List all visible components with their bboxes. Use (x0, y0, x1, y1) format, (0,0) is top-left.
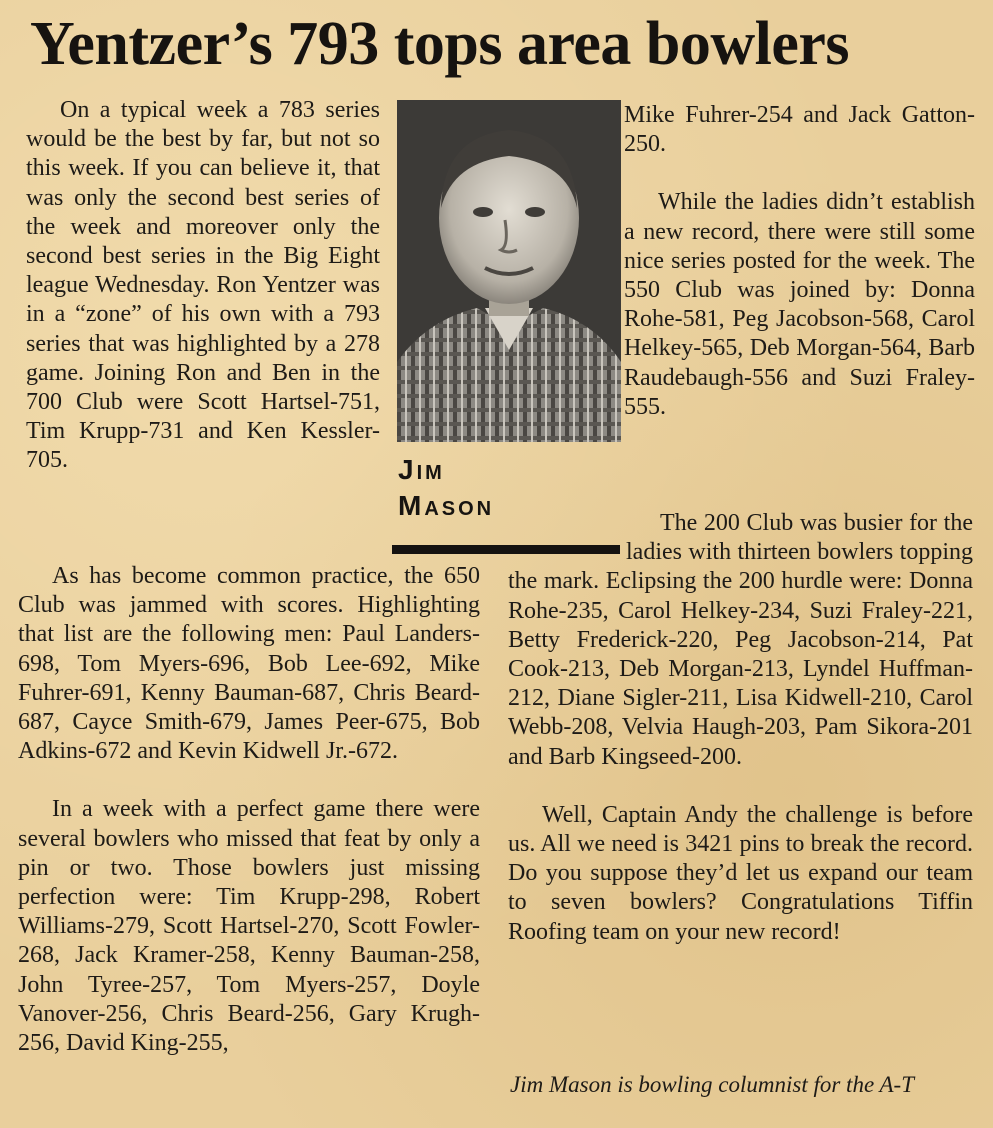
byline-first-name: Jim (398, 454, 445, 485)
paragraph-200-club: The 200 Club was busier for the ladies with thirteen bowlers topping the mark. Eclipsing the 200 hurdle were: Donna Rohe-235, Carol Helkey-234, Suzi Fraley-221, Betty Frederick-220, Peg Jacobson-214, Pat Cook-213, Deb Morgan-213, Lyndel Huffman-212, Diane Sigler-211, Lisa Kidwell-210, Carol Webb-208, Velvia Haugh-203, Pam Sikora-201 and Barb Kingseed-200. (508, 510, 973, 770)
paragraph-closing: Well, Captain Andy the challenge is before us. All we need is 3421 pins to break the record. Do you suppose they’d let us expand our team to seven bowlers? Congratulations Tiffin Roofing team on your new record! (508, 801, 973, 945)
columnist-credit: Jim Mason is bowling columnist for the A-T (510, 1072, 914, 1097)
column-2 (624, 101, 975, 422)
headshot-image (397, 100, 621, 442)
headline: Yentzer’s 793 tops area bowlers (30, 10, 850, 78)
paragraph-550-club: While the ladies didn’t establish a new record, there were still some nice series posted for the week. The 550 Club was joined by: Donna Rohe-581, Peg Jacobson-568, Carol Helkey-565, Deb Morgan-564, Barb Raudebaugh-556 and Suzi Fraley-555. (624, 189, 975, 420)
byline-last-name: Mason (398, 490, 495, 521)
paragraph-intro: On a typical week a 783 series would be the best by far, but not so this week. If you can believe it, that was only the second best series of the week and moreover only the second best series in the Big Eight league Wednesday. Ron Yentzer was in a “zone” of his own with a 793 series that was highlighted by a 278 game. Joining Ron and Ben in the 700 Club were Scott Hartsel-751, Tim Krupp-731 and Ken Kessler-705. (26, 97, 380, 474)
paragraph-near-perfect: In a week with a perfect game there were several bowlers who missed that feat by only a pin or two. Those bowlers just missing perfection were: Tim Krupp-298, Robert Williams-279, Scott Hartsel-270, Scott Fowler-268, Jack Kramer-258, Kenny Bauman-258, John Tyree-257, Tom Myers-257, Doyle Vanover-256, Chris Beard-256, Gary Krugh-256, David King-255, (18, 796, 480, 1057)
column-4 (508, 509, 973, 947)
column-3 (18, 562, 480, 1058)
paragraph-continued: Mike Fuhrer-254 and Jack Gatton-250. (624, 102, 975, 158)
column-1 (26, 96, 380, 476)
columnist-photo (397, 100, 621, 442)
paragraph-650-club: As has become common practice, the 650 Club was jammed with scores. Highlighting that list are the following men: Paul Landers-698, Tom Myers-696, Bob Lee-692, Mike Fuhrer-691, Kenny Bauman-687, Chris Beard-687, Cayce Smith-679, James Peer-675, Bob Adkins-672 and Kevin Kidwell Jr.-672. (18, 563, 480, 765)
text-wrap-spacer (508, 509, 626, 553)
